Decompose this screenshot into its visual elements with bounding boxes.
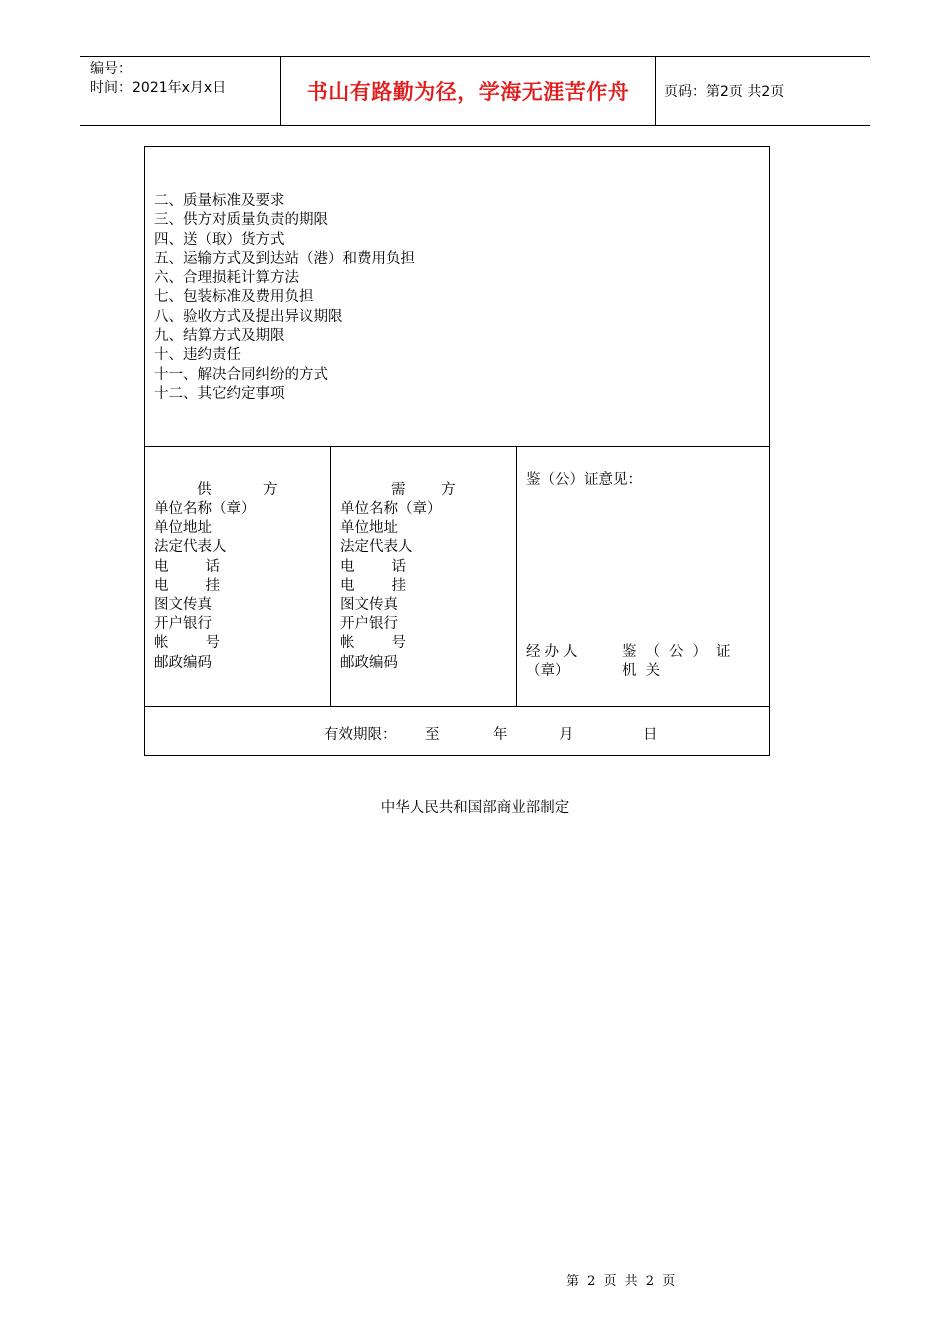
supplier-phone <box>154 558 256 577</box>
validity-to: 至 <box>425 727 440 743</box>
notary-signature-block <box>526 643 762 679</box>
buyer-fields <box>340 500 442 673</box>
buyer-heading-char: 方 <box>441 482 456 498</box>
buyer-address: 单位地址 <box>340 520 398 537</box>
terms-list <box>154 192 415 404</box>
header-page-info: 页码：第2页 共2页 <box>664 84 785 100</box>
phone-char: 电 <box>154 558 169 575</box>
authority-label: 鉴（公）证机关 <box>622 644 740 679</box>
serial-label: 编号： <box>90 61 132 77</box>
buyer-legal-rep: 法定代表人 <box>340 539 413 556</box>
term-item: 十一、解决合同纠纷的方式 <box>154 366 328 383</box>
header-meta <box>80 57 280 125</box>
seal-label: （章） <box>526 663 570 679</box>
buyer-account <box>340 634 442 653</box>
supplier-fields <box>154 500 256 673</box>
buyer-heading-char: 需 <box>391 482 406 498</box>
supplier-column <box>145 446 331 706</box>
term-item: 三、供方对质量负责的期限 <box>154 212 328 229</box>
term-item: 十二、其它约定事项 <box>154 385 285 402</box>
buyer-unit-name: 单位名称（章） <box>340 501 442 517</box>
parties-section <box>145 446 769 707</box>
cable-char: 挂 <box>391 577 406 594</box>
supplier-account <box>154 634 256 653</box>
term-item: 五、运输方式及到达站（港）和费用负担 <box>154 250 415 267</box>
page-header <box>80 56 870 126</box>
notary-opinion-label: 鉴（公）证意见： <box>526 472 642 488</box>
buyer-postcode: 邮政编码 <box>340 654 398 671</box>
buyer-phone <box>340 558 442 577</box>
supplier-bank: 开户银行 <box>154 616 212 633</box>
term-item: 六、合理损耗计算方法 <box>154 270 299 287</box>
page-number: 第 2 页 共 2 页 <box>566 1274 676 1289</box>
validity-year: 年 <box>493 727 508 743</box>
validity-row <box>145 707 769 755</box>
phone-char: 话 <box>205 558 220 575</box>
phone-char: 电 <box>340 558 355 575</box>
header-motto: 书山有路勤为径，学海无涯苦作舟 <box>280 57 656 125</box>
supplier-postcode: 邮政编码 <box>154 654 212 671</box>
supplier-heading-char: 供 <box>197 482 212 498</box>
phone-char: 话 <box>391 558 406 575</box>
supplier-heading-char: 方 <box>263 482 278 498</box>
term-item: 九、结算方式及期限 <box>154 328 285 345</box>
validity-label: 有效期限： <box>324 727 397 743</box>
term-item: 十、违约责任 <box>154 347 241 364</box>
contract-form <box>144 146 770 756</box>
buyer-column <box>331 446 517 706</box>
term-item: 七、包装标准及费用负担 <box>154 289 314 306</box>
notary-column <box>517 446 769 706</box>
supplier-legal-rep: 法定代表人 <box>154 539 227 556</box>
account-char: 号 <box>205 635 220 652</box>
time-label: 时间：2021年x月x日 <box>90 80 227 96</box>
term-item: 四、送（取）货方式 <box>154 231 285 248</box>
account-char: 号 <box>391 635 406 652</box>
buyer-bank: 开户银行 <box>340 616 398 633</box>
term-item: 八、验收方式及提出异议期限 <box>154 308 343 325</box>
validity-month: 月 <box>559 727 574 743</box>
validity-day: 日 <box>643 727 658 743</box>
buyer-fax: 图文传真 <box>340 596 398 613</box>
account-char: 帐 <box>340 635 355 652</box>
buyer-cable <box>340 577 442 596</box>
handler-label: 经办人 <box>526 644 582 660</box>
issuer-note: 中华人民共和国部商业部制定 <box>380 800 570 816</box>
supplier-cable <box>154 577 256 596</box>
supplier-address: 单位地址 <box>154 520 212 537</box>
term-item: 二、质量标准及要求 <box>154 193 285 209</box>
terms-section <box>145 147 769 447</box>
cable-char: 电 <box>340 577 355 594</box>
supplier-fax: 图文传真 <box>154 596 212 613</box>
account-char: 帐 <box>154 635 169 652</box>
cable-char: 电 <box>154 577 169 594</box>
supplier-unit-name: 单位名称（章） <box>154 501 256 517</box>
cable-char: 挂 <box>205 577 220 594</box>
